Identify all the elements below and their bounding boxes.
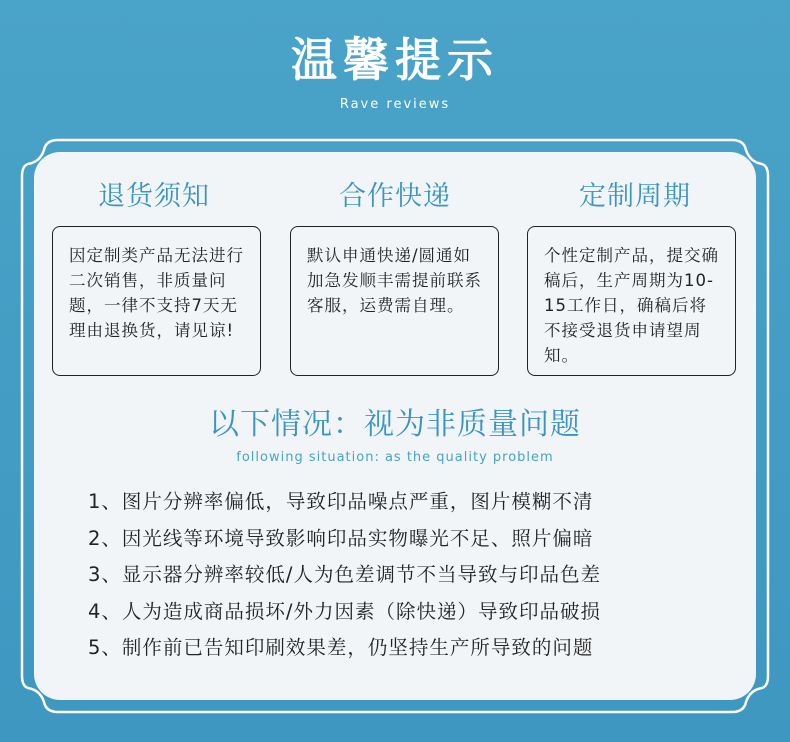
header-subtitle: Rave reviews xyxy=(339,97,451,112)
return-policy-box: 因定制类产品无法进行二次销售，非质量问题，一律不支持7天无理由退换货，请见谅! xyxy=(52,226,261,376)
section-title-cycle: 定制周期 xyxy=(579,181,691,212)
list-item: 3、显示器分辨率较低/人为色差调节不当导致与印品色差 xyxy=(88,563,601,586)
header-title: 温馨提示 xyxy=(291,33,499,87)
courier-box: 默认申通快递/圆通如加急发顺丰需提前联系客服，运费需自理。 xyxy=(290,226,499,376)
list-item: 4、人为造成商品损坏/外力因素（除快递）导致印品破损 xyxy=(88,599,601,623)
quality-list xyxy=(88,484,748,667)
quality-title: 以下情况：视为非质量问题 xyxy=(209,407,581,442)
section-title-return: 退货须知 xyxy=(98,181,210,212)
production-cycle-box: 个性定制产品，提交确稿后，生产周期为10-15工作日，确稿后将不接受退货申请望周知。 xyxy=(527,226,736,376)
list-item: 1、图片分辨率偏低，导致印品噪点严重，图片模糊不清 xyxy=(88,490,594,513)
list-item: 2、因光线等环境导致影响印品实物曝光不足、照片偏暗 xyxy=(88,526,594,550)
section-title-courier: 合作快递 xyxy=(339,181,451,212)
list-item: 5、制作前已告知印刷效果差，仍坚持生产所导致的问题 xyxy=(88,636,594,659)
quality-subtitle: following situation: as the quality problem xyxy=(236,450,554,465)
